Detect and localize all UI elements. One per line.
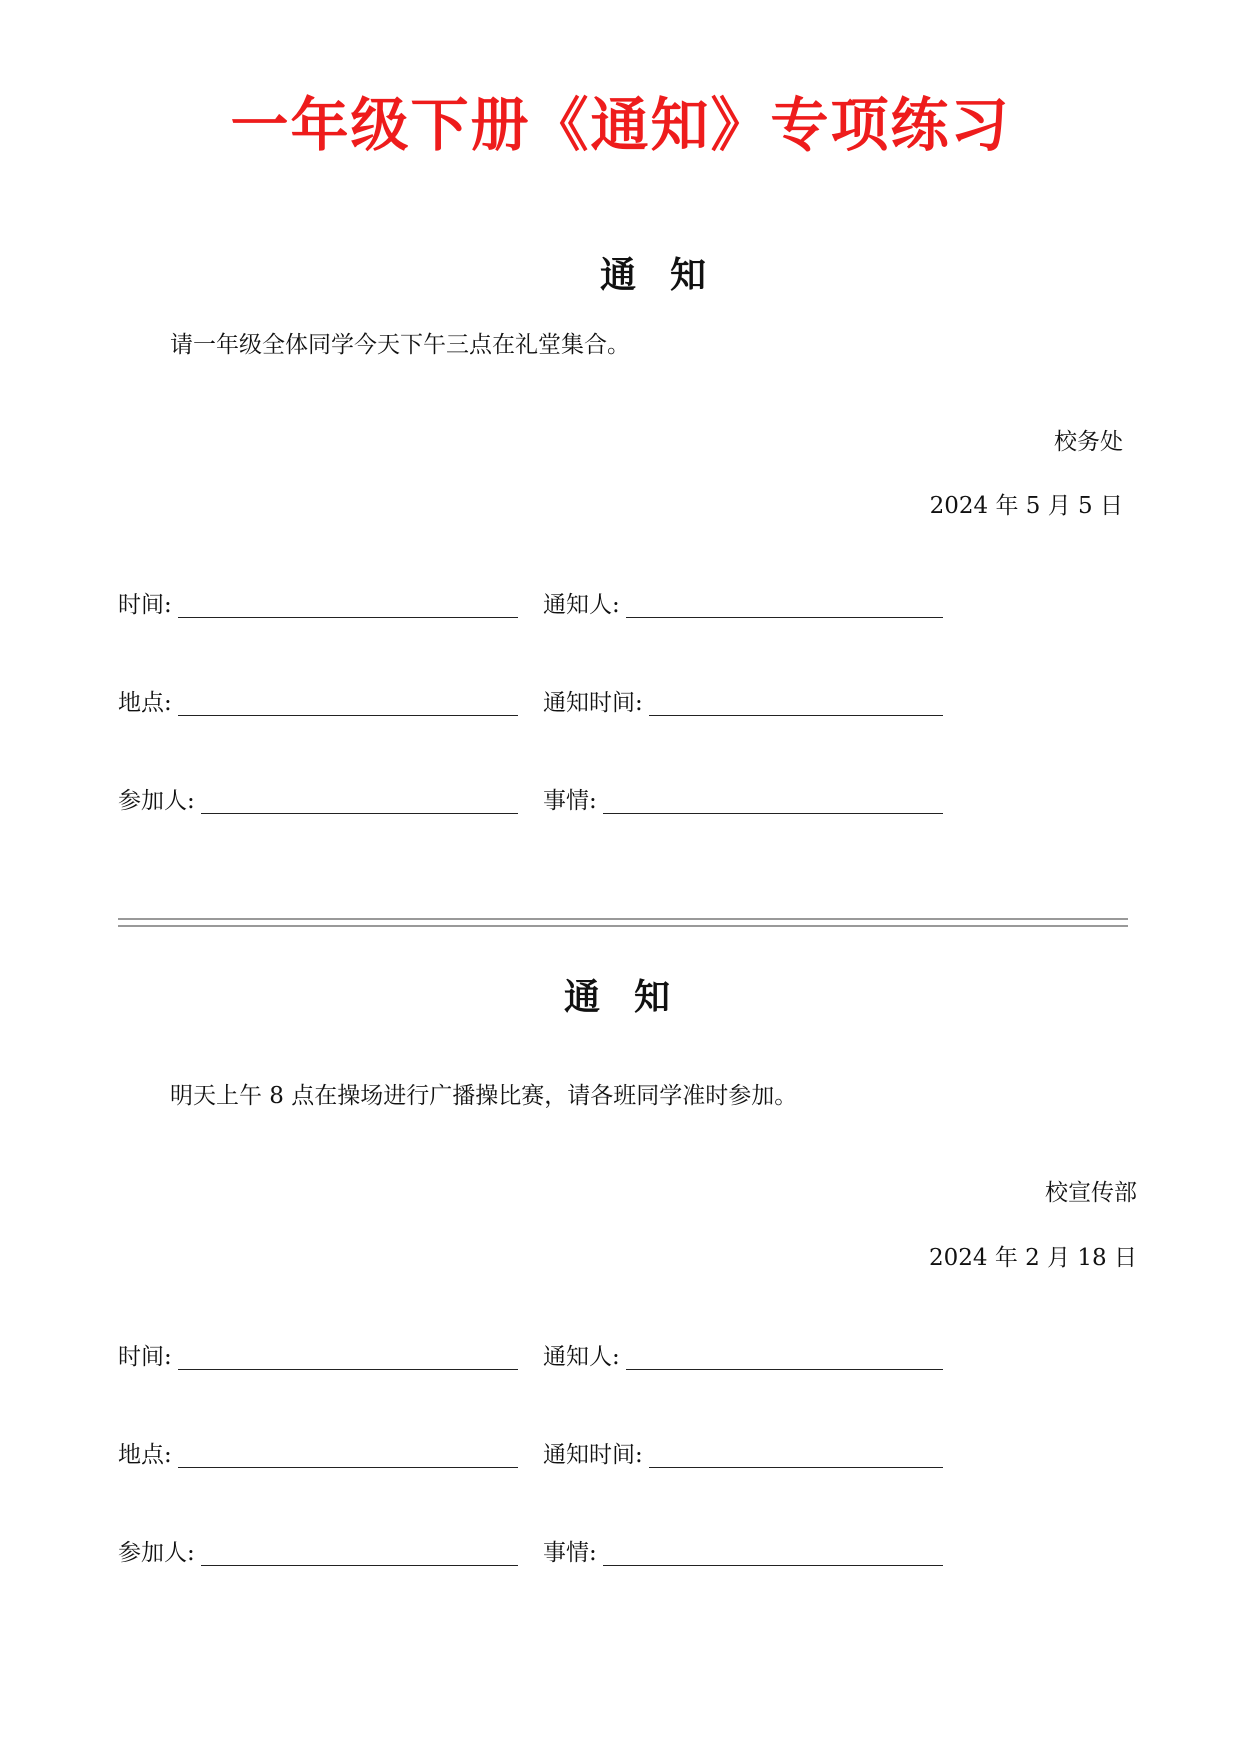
field-time-label: 时间: <box>118 1344 172 1370</box>
field-participants-label: 参加人: <box>118 1540 195 1566</box>
notice-date: 2024 年 5 月 5 日 <box>929 493 1123 519</box>
field-place <box>118 1432 518 1472</box>
field-notifier <box>543 1334 943 1374</box>
notifier-answer-line[interactable] <box>626 1341 943 1370</box>
place-answer-line[interactable] <box>178 1439 518 1468</box>
field-time-label: 时间: <box>118 592 172 618</box>
notice-body: 请一年级全体同学今天下午三点在礼堂集合。 <box>170 332 630 358</box>
field-participants <box>118 778 518 818</box>
field-notify-time-label: 通知时间: <box>543 690 643 716</box>
notice-body: 明天上午 8 点在操场进行广播操比赛，请各班同学准时参加。 <box>170 1083 798 1109</box>
field-time <box>118 582 518 622</box>
time-answer-line[interactable] <box>178 589 518 618</box>
field-notifier-label: 通知人: <box>543 592 620 618</box>
field-matter-label: 事情: <box>543 788 597 814</box>
page-title: 一年级下册《通知》专项练习 <box>230 91 1011 159</box>
field-place-label: 地点: <box>118 690 172 716</box>
participants-answer-line[interactable] <box>201 1537 518 1566</box>
field-notify-time-label: 通知时间: <box>543 1442 643 1468</box>
field-time <box>118 1334 518 1374</box>
time-answer-line[interactable] <box>178 1341 518 1370</box>
field-participants-label: 参加人: <box>118 788 195 814</box>
field-participants <box>118 1530 518 1570</box>
field-notify-time <box>543 1432 943 1472</box>
notice-title: 通知 <box>564 976 705 1018</box>
notice-issuer: 校宣传部 <box>1045 1180 1137 1206</box>
matter-answer-line[interactable] <box>603 785 943 814</box>
participants-answer-line[interactable] <box>201 785 518 814</box>
notice-issuer: 校务处 <box>1054 429 1123 455</box>
field-notifier-label: 通知人: <box>543 1344 620 1370</box>
field-place-label: 地点: <box>118 1442 172 1468</box>
field-place <box>118 680 518 720</box>
notifier-answer-line[interactable] <box>626 589 943 618</box>
field-matter <box>543 778 943 818</box>
notice-date: 2024 年 2 月 18 日 <box>929 1245 1137 1271</box>
section-divider <box>118 918 1128 927</box>
place-answer-line[interactable] <box>178 687 518 716</box>
notice-title: 通知 <box>600 254 741 296</box>
field-notify-time <box>543 680 943 720</box>
field-matter <box>543 1530 943 1570</box>
notify-time-answer-line[interactable] <box>649 687 943 716</box>
notify-time-answer-line[interactable] <box>649 1439 943 1468</box>
field-matter-label: 事情: <box>543 1540 597 1566</box>
matter-answer-line[interactable] <box>603 1537 943 1566</box>
field-notifier <box>543 582 943 622</box>
